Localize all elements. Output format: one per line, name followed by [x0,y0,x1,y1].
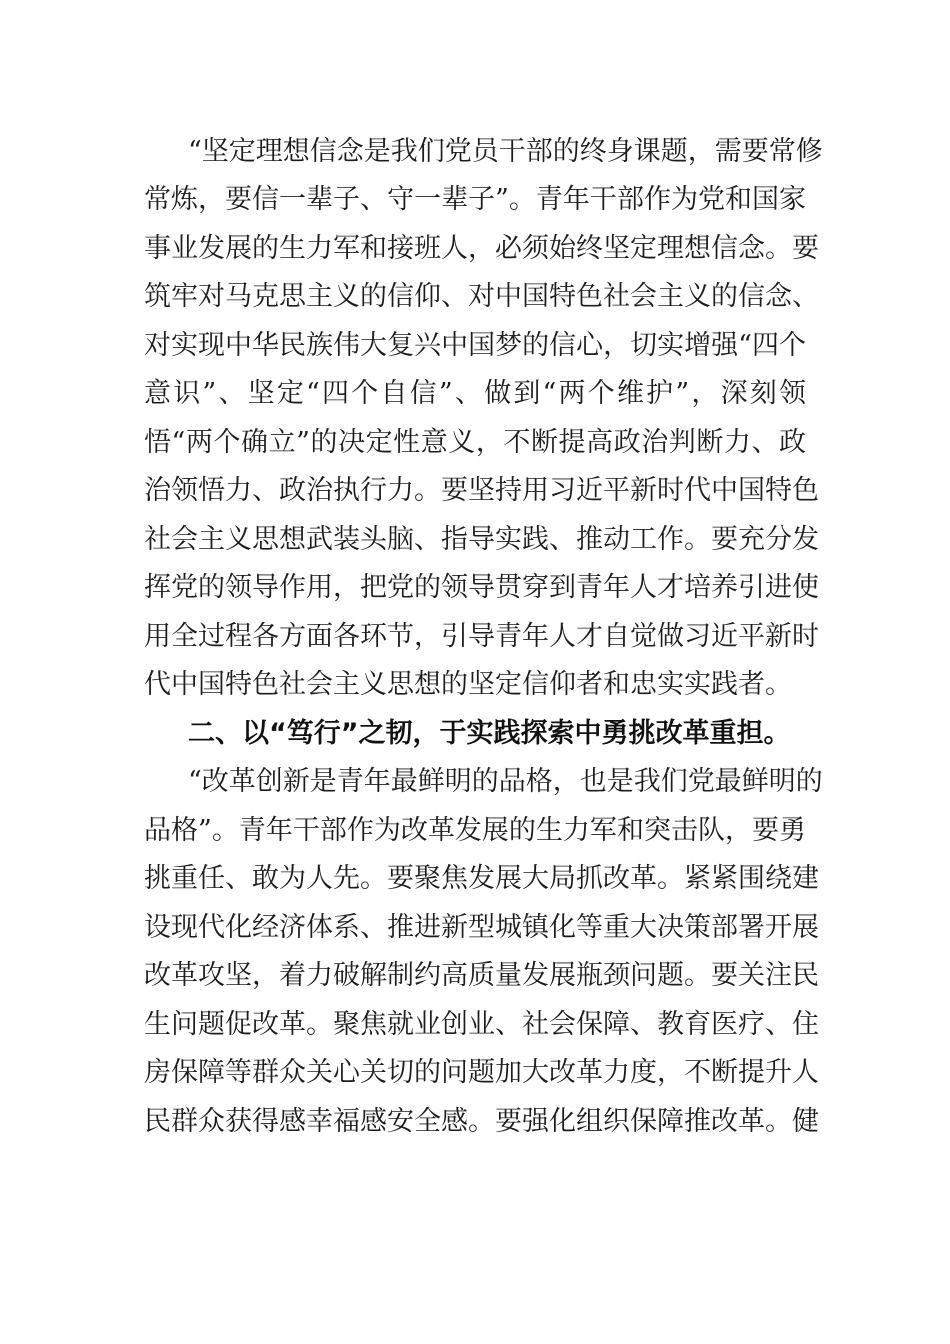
paragraph-1-line-2: 常炼，要信一辈子、守一辈子”。青年干部作为党和国家 [144,184,806,215]
paragraph-2-line-4: 设现代化经济体系、推进新型城镇化等重大决策部署开展 [144,912,819,943]
paragraph-1-line-9: 社会主义思想武装头脑、指导实践、推动工作。要充分发 [144,524,819,555]
paragraph-1-line-5: 对实现中华民族伟大复兴中国梦的信心，切实增强“四个 [144,330,806,361]
paragraph-2-line-7: 房保障等群众关心关切的问题加大改革力度，不断提升人 [144,1057,819,1088]
paragraph-1-line-1: “坚定理想信念是我们党员干部的终身课题，需要常修 [188,136,823,167]
paragraph-2-line-6: 生问题促改革。聚焦就业创业、社会保障、教育医疗、住 [144,1009,819,1040]
paragraph-2-line-3: 挑重任、敢为人先。要聚焦发展大局抓改革。紧紧围绕建 [144,863,819,894]
paragraph-2-line-2: 品格”。青年干部作为改革发展的生力军和突击队，要勇 [144,815,806,846]
paragraph-1-line-11: 用全过程各方面各环节，引导青年人才自觉做习近平新时 [144,621,819,652]
paragraph-2-line-8: 民群众获得感幸福感安全感。要强化组织保障推改革。健 [144,1106,819,1137]
paragraph-1-line-8: 治领悟力、政治执行力。要坚持用习近平新时代中国特色 [144,475,819,506]
paragraph-2-line-1: “改革创新是青年最鲜明的品格，也是我们党最鲜明的 [188,766,823,797]
paragraph-1-line-12: 代中国特色社会主义思想的坚定信仰者和忠实实践者。 [144,669,792,700]
paragraph-1-line-3: 事业发展的生力军和接班人，必须始终坚定理想信念。要 [144,233,819,264]
paragraph-1-line-10: 挥党的领导作用，把党的领导贯穿到青年人才培养引进使 [144,572,819,603]
section-heading-2: 二、以“笃行”之韧，于实践探索中勇挑改革重担。 [188,718,791,749]
paragraph-2-line-5: 改革攻坚，着力破解制约高质量发展瓶颈问题。要关注民 [144,960,819,991]
paragraph-1-line-4: 筑牢对马克思主义的信仰、对中国特色社会主义的信念、 [144,281,819,312]
paragraph-1-line-7: 悟“两个确立”的决定性意义，不断提高政治判断力、政 [144,427,806,458]
paragraph-1-line-6: 意识”、坚定“四个自信”、做到“两个维护”，深刻领 [144,378,806,409]
